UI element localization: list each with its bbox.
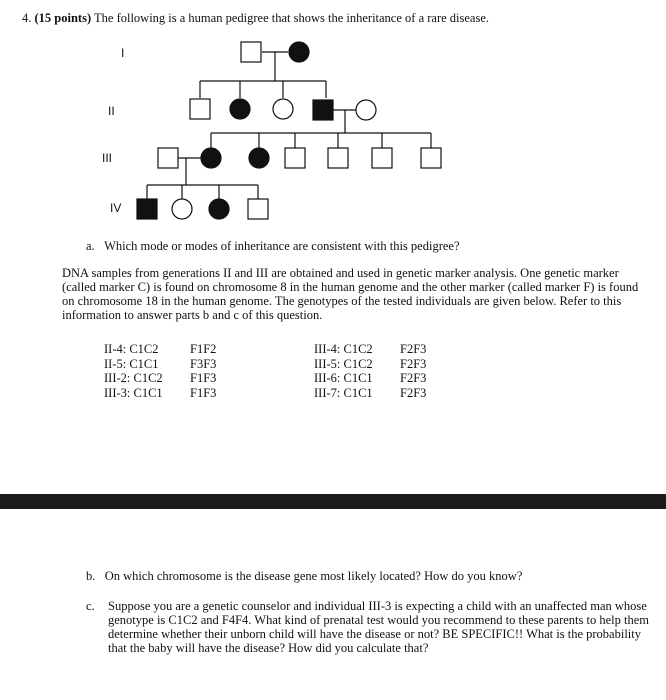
genotype-row: III-6: C1C1 F2F3 xyxy=(314,371,427,385)
pedigree-I-1-male-unaffected xyxy=(241,42,261,62)
question-intro: The following is a human pedigree that shows the inheritance of a rare disease. xyxy=(91,11,490,25)
part-c-text: Suppose you are a genetic counselor and individual III-3 is expecting a child with an unaffected man whose genotype is C1C2 and F4F4. What kind of prenatal test would you recommend to these parents to help them determine whether their unborn child will have the disease or not? BE SPECIFIC!! What is the probability that the baby will have the disease? How did you calculate that? xyxy=(108,599,649,655)
genotype-row: II-4: C1C2 F1F2 xyxy=(104,342,217,356)
generation-label-III: III xyxy=(102,151,113,165)
part-a-text: Which mode or modes of inheritance are consistent with this pedigree? xyxy=(104,239,460,253)
pedigree-IV-4-male-unaffected xyxy=(248,199,268,219)
pedigree-chart xyxy=(0,0,666,230)
pedigree-II-5-female-unaffected xyxy=(356,100,376,120)
genotype-table-left xyxy=(104,342,216,400)
genotype-row: II-5: C1C1 F3F3 xyxy=(104,356,217,371)
pedigree-IV-1-male-affected xyxy=(137,199,157,219)
pedigree-III-4-male-unaffected xyxy=(285,148,305,168)
generation-label-IV: IV xyxy=(110,201,122,215)
pedigree-III-5-male-unaffected xyxy=(328,148,348,168)
part-c xyxy=(86,599,656,655)
pedigree-III-3-female-affected xyxy=(249,148,269,168)
genotype-table-right xyxy=(314,342,426,400)
genotype-row: III-7: C1C1 F2F3 xyxy=(314,385,427,400)
genotype-row: III-2: C1C2 F1F3 xyxy=(104,371,217,385)
part-b xyxy=(86,569,522,584)
pedigree-II-2-female-affected xyxy=(230,99,250,119)
pedigree-II-3-female-unaffected xyxy=(273,99,293,119)
pedigree-III-1-male-unaffected xyxy=(158,148,178,168)
part-a xyxy=(86,239,460,254)
genotype-row: III-4: C1C2 F2F3 xyxy=(314,342,427,356)
pedigree-III-7-male-unaffected xyxy=(421,148,441,168)
generation-label-II: II xyxy=(108,104,115,118)
pedigree-III-6-male-unaffected xyxy=(372,148,392,168)
generation-label-I: I xyxy=(121,46,125,60)
pedigree-IV-2-female-unaffected xyxy=(172,199,192,219)
part-c-label: c. xyxy=(86,599,95,613)
part-a-label: a. xyxy=(86,239,95,253)
question-points: (15 points) xyxy=(34,11,92,25)
pedigree-I-2-female-affected xyxy=(289,42,309,62)
pedigree-II-4-male-affected xyxy=(313,100,333,120)
page-separator-bar xyxy=(0,494,666,509)
info-paragraph: DNA samples from generations II and III are obtained and used in genetic marker analysis. One genetic marker (called marker C) is found on chromosome 8 in the human genome and the other marker (called marker F) is found on chromosome 18 in the human genome. The genotypes of the tested individuals are given below. Refer to this information to answer parts b and c of this question. xyxy=(62,266,639,322)
pedigree-III-2-female-affected xyxy=(201,148,221,168)
part-b-label: b. xyxy=(86,569,96,583)
question-number: 4. xyxy=(22,11,32,25)
part-b-text: On which chromosome is the disease gene most likely located? How do you know? xyxy=(104,569,523,583)
pedigree-IV-3-female-affected xyxy=(209,199,229,219)
genotype-row: III-5: C1C2 F2F3 xyxy=(314,356,427,371)
genotype-row: III-3: C1C1 F1F3 xyxy=(104,385,217,400)
pedigree-II-1-male-unaffected xyxy=(190,99,210,119)
